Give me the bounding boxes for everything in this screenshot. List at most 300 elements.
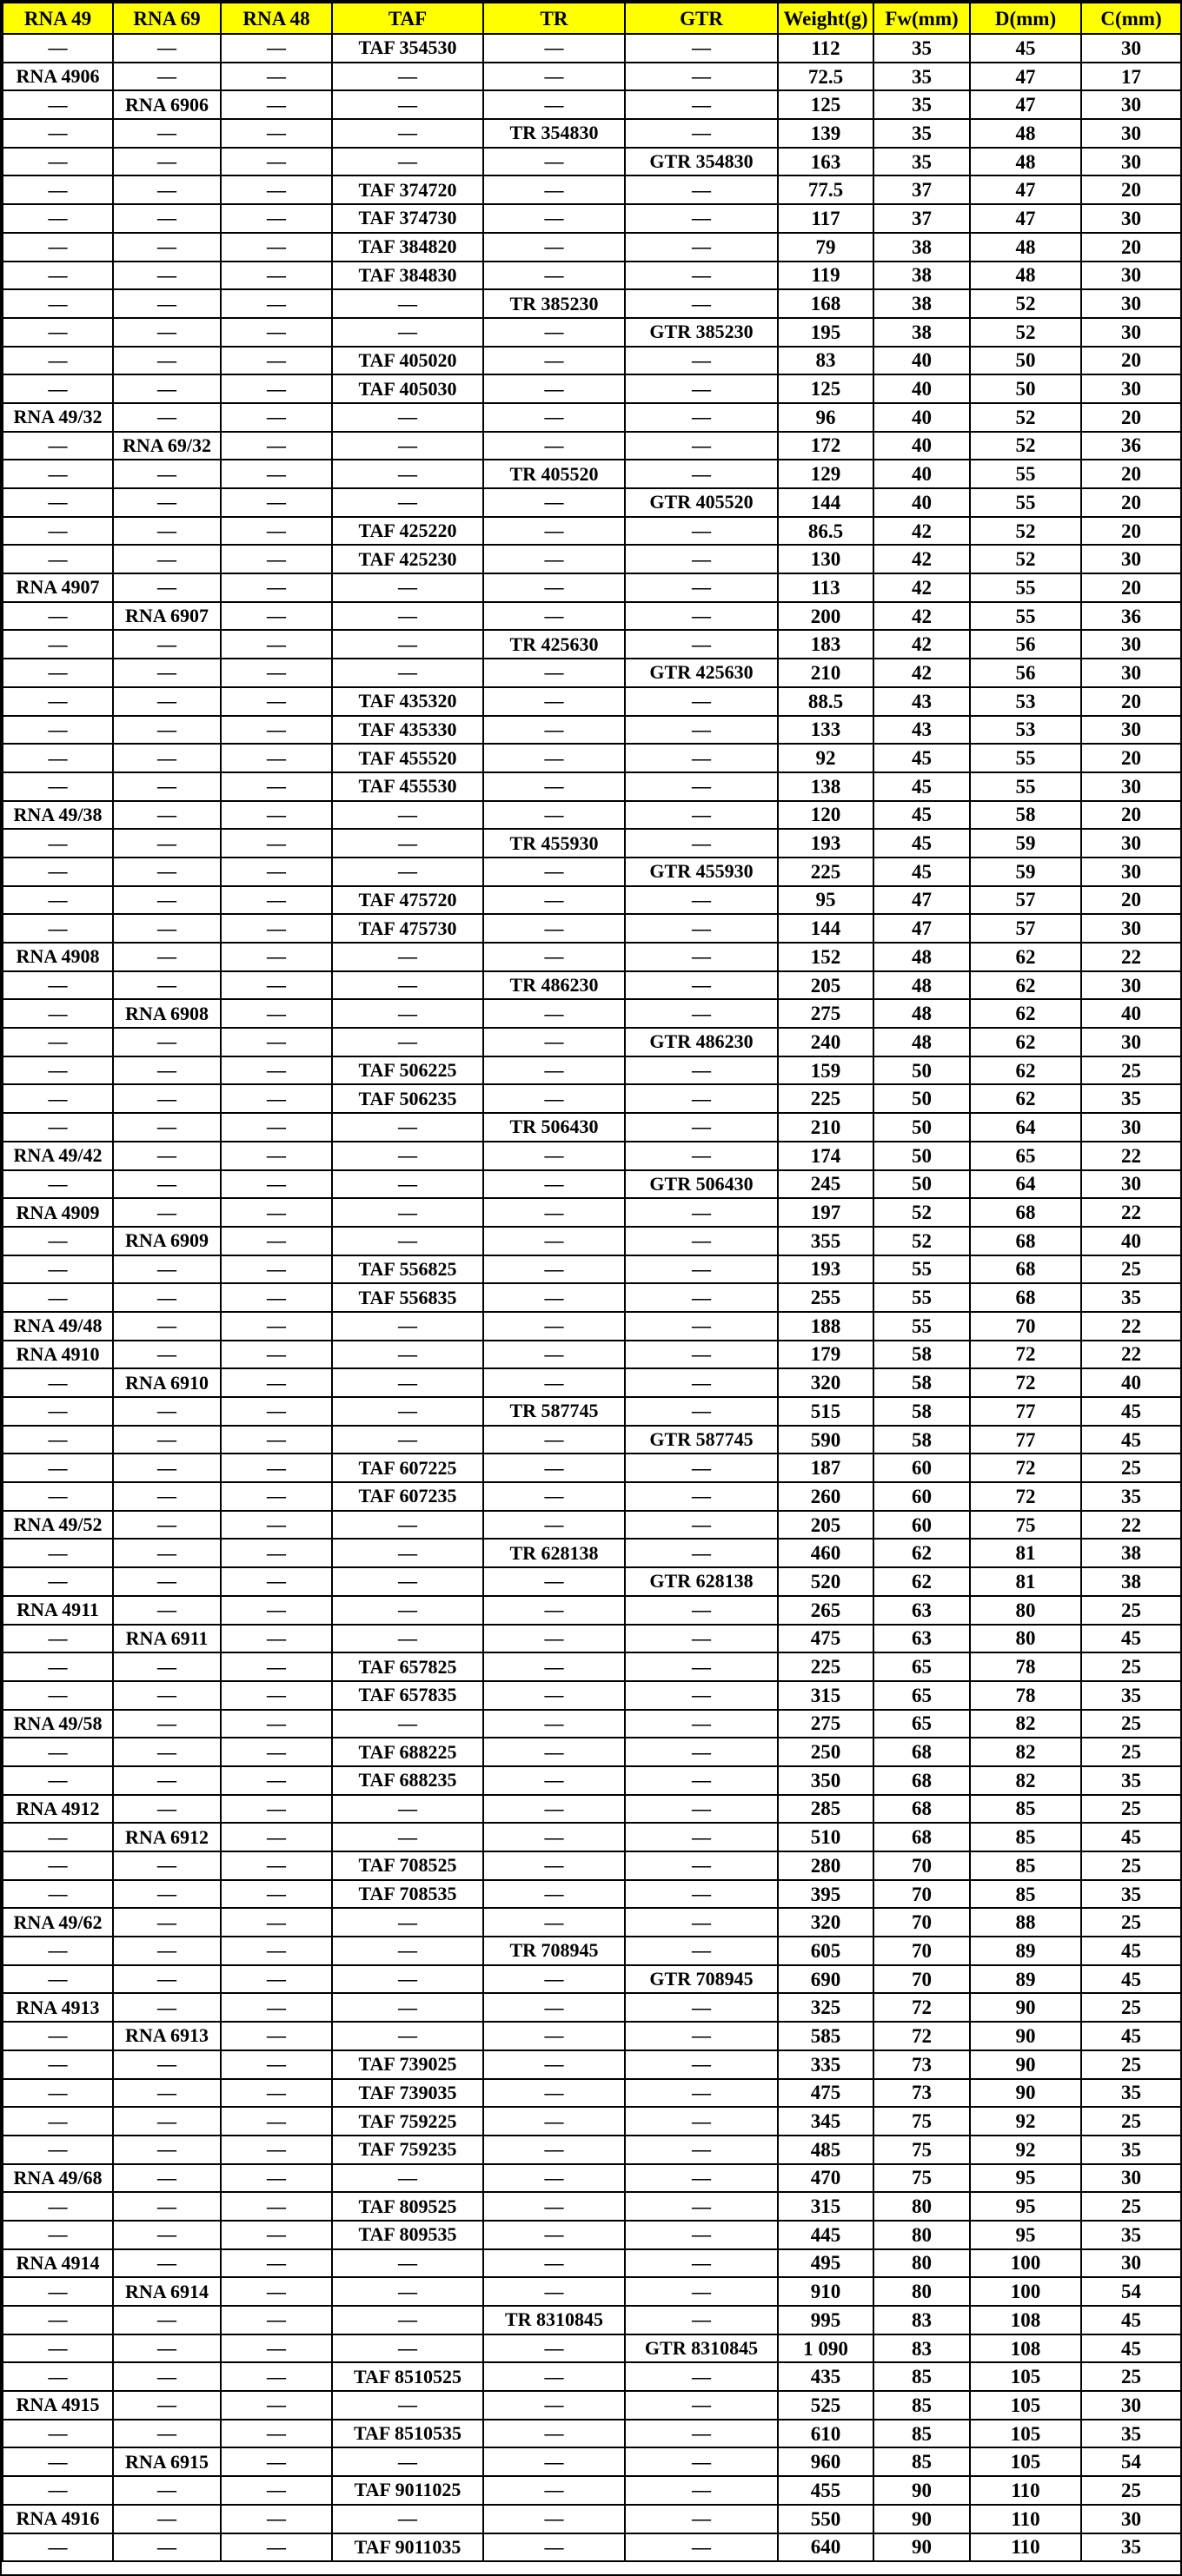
cell-rna49: RNA 4907	[3, 573, 113, 602]
cell-weight: 129	[778, 460, 873, 488]
cell-rna48: —	[221, 204, 332, 233]
cell-fw: 45	[873, 858, 970, 886]
cell-d: 47	[970, 63, 1081, 91]
cell-taf: TAF 384820	[332, 233, 483, 262]
cell-rna49: RNA 4914	[3, 2249, 113, 2278]
cell-gtr: —	[625, 2391, 778, 2420]
cell-rna48: —	[221, 488, 332, 517]
cell-rna49: RNA 4912	[3, 1795, 113, 1824]
cell-tr: TR 587745	[483, 1397, 625, 1426]
cell-gtr: —	[625, 2079, 778, 2108]
table-row	[3, 2079, 1181, 2108]
cell-taf: —	[332, 1227, 483, 1255]
table-row	[3, 1426, 1181, 1454]
cell-gtr: —	[625, 1851, 778, 1880]
cell-gtr: —	[625, 2107, 778, 2136]
cell-c: 36	[1081, 602, 1181, 631]
cell-rna49: —	[3, 1965, 113, 1994]
cell-taf: TAF 657825	[332, 1652, 483, 1681]
cell-rna48: —	[221, 2391, 332, 2420]
header-rna69: RNA 69	[113, 3, 221, 34]
cell-d: 48	[970, 262, 1081, 290]
cell-gtr: —	[625, 630, 778, 659]
cell-c: 25	[1081, 1056, 1181, 1085]
cell-fw: 68	[873, 1823, 970, 1851]
cell-gtr: —	[625, 233, 778, 262]
cell-weight: 510	[778, 1823, 873, 1851]
cell-rna48: —	[221, 2505, 332, 2533]
cell-c: 35	[1081, 2420, 1181, 2448]
cell-tr: —	[483, 1312, 625, 1341]
cell-weight: 125	[778, 374, 873, 403]
cell-d: 85	[970, 1795, 1081, 1824]
cell-fw: 43	[873, 716, 970, 745]
cell-rna48: —	[221, 744, 332, 772]
cell-rna69: —	[113, 347, 221, 375]
cell-tr: —	[483, 1567, 625, 1596]
cell-weight: 395	[778, 1880, 873, 1909]
table-row	[3, 1142, 1181, 1170]
cell-taf: TAF 455530	[332, 772, 483, 801]
cell-fw: 47	[873, 886, 970, 915]
cell-rna69: —	[113, 1908, 221, 1937]
cell-tr: —	[483, 517, 625, 546]
cell-tr: —	[483, 1625, 625, 1653]
cell-d: 90	[970, 2079, 1081, 2108]
cell-rna48: —	[221, 829, 332, 858]
cell-rna48: —	[221, 1426, 332, 1454]
table-row	[3, 1965, 1181, 1994]
cell-rna69: —	[113, 2164, 221, 2193]
cell-gtr: —	[625, 403, 778, 432]
cell-rna48: —	[221, 432, 332, 460]
cell-rna49: —	[3, 999, 113, 1028]
cell-fw: 58	[873, 1341, 970, 1369]
cell-c: 20	[1081, 886, 1181, 915]
cell-weight: 445	[778, 2221, 873, 2249]
cell-gtr: —	[625, 1795, 778, 1824]
cell-fw: 85	[873, 2420, 970, 2448]
cell-rna69: —	[113, 1397, 221, 1426]
cell-c: 45	[1081, 1397, 1181, 1426]
cell-tr: —	[483, 374, 625, 403]
cell-gtr: —	[625, 545, 778, 573]
table-row	[3, 2306, 1181, 2334]
cell-gtr: GTR 385230	[625, 318, 778, 347]
cell-tr: —	[483, 1710, 625, 1738]
cell-taf: TAF 607225	[332, 1454, 483, 1482]
cell-taf: —	[332, 1170, 483, 1199]
table-row	[3, 2192, 1181, 2221]
cell-rna48: —	[221, 2221, 332, 2249]
cell-fw: 80	[873, 2249, 970, 2278]
cell-tr: TR 628138	[483, 1539, 625, 1567]
cell-c: 20	[1081, 573, 1181, 602]
cell-c: 45	[1081, 1937, 1181, 1965]
cell-taf: —	[332, 1567, 483, 1596]
cell-tr: —	[483, 1880, 625, 1909]
cell-taf: TAF 475720	[332, 886, 483, 915]
cell-d: 62	[970, 1056, 1081, 1085]
cell-d: 68	[970, 1227, 1081, 1255]
cell-rna48: —	[221, 1681, 332, 1710]
cell-weight: 275	[778, 999, 873, 1028]
cell-tr: —	[483, 999, 625, 1028]
table-row	[3, 2249, 1181, 2278]
cell-rna48: —	[221, 772, 332, 801]
cell-rna48: —	[221, 1312, 332, 1341]
cell-d: 48	[970, 119, 1081, 148]
cell-rna49: —	[3, 90, 113, 119]
cell-rna48: —	[221, 403, 332, 432]
cell-tr: —	[483, 233, 625, 262]
cell-c: 38	[1081, 1539, 1181, 1567]
cell-weight: 210	[778, 659, 873, 687]
cell-c: 35	[1081, 1482, 1181, 1511]
table-row	[3, 374, 1181, 403]
cell-rna69: —	[113, 1198, 221, 1227]
cell-rna49: —	[3, 1283, 113, 1312]
cell-d: 89	[970, 1937, 1081, 1965]
cell-gtr: —	[625, 886, 778, 915]
cell-gtr: —	[625, 90, 778, 119]
cell-fw: 68	[873, 1795, 970, 1824]
cell-gtr: —	[625, 1539, 778, 1567]
cell-weight: 315	[778, 2192, 873, 2221]
cell-gtr: GTR 587745	[625, 1426, 778, 1454]
cell-weight: 130	[778, 545, 873, 573]
cell-gtr: GTR 708945	[625, 1965, 778, 1994]
cell-gtr: —	[625, 2505, 778, 2533]
cell-weight: 144	[778, 488, 873, 517]
cell-rna69: RNA 6915	[113, 2447, 221, 2476]
cell-weight: 265	[778, 1596, 873, 1625]
cell-tr: —	[483, 716, 625, 745]
cell-tr: —	[483, 801, 625, 830]
cell-rna49: —	[3, 1397, 113, 1426]
cell-fw: 35	[873, 148, 970, 176]
cell-d: 75	[970, 1511, 1081, 1540]
table-row	[3, 2136, 1181, 2164]
table-row	[3, 1227, 1181, 1255]
cell-weight: 112	[778, 34, 873, 63]
cell-rna48: —	[221, 262, 332, 290]
cell-c: 54	[1081, 2277, 1181, 2306]
cell-weight: 640	[778, 2533, 873, 2562]
cell-rna49: —	[3, 432, 113, 460]
cell-weight: 96	[778, 403, 873, 432]
cell-fw: 48	[873, 999, 970, 1028]
cell-weight: 585	[778, 2022, 873, 2050]
cell-fw: 37	[873, 204, 970, 233]
cell-gtr: —	[625, 1482, 778, 1511]
cell-fw: 48	[873, 943, 970, 971]
table-row	[3, 772, 1181, 801]
cell-taf: —	[332, 573, 483, 602]
cell-weight: 240	[778, 1028, 873, 1056]
cell-gtr: —	[625, 716, 778, 745]
cell-d: 55	[970, 488, 1081, 517]
table-row	[3, 858, 1181, 886]
cell-fw: 65	[873, 1710, 970, 1738]
cell-fw: 55	[873, 1283, 970, 1312]
cell-fw: 60	[873, 1482, 970, 1511]
table-row	[3, 2050, 1181, 2079]
cell-rna69: —	[113, 630, 221, 659]
cell-gtr: GTR 8310845	[625, 2334, 778, 2363]
cell-rna48: —	[221, 1937, 332, 1965]
cell-taf: —	[332, 2249, 483, 2278]
cell-rna48: —	[221, 2249, 332, 2278]
cell-rna48: —	[221, 1084, 332, 1113]
cell-d: 90	[970, 2022, 1081, 2050]
cell-rna69: RNA 6913	[113, 2022, 221, 2050]
cell-weight: 315	[778, 1681, 873, 1710]
cell-taf: TAF 475730	[332, 914, 483, 943]
cell-rna69: RNA 69/32	[113, 432, 221, 460]
table-row	[3, 744, 1181, 772]
cell-tr: —	[483, 2505, 625, 2533]
cell-c: 30	[1081, 262, 1181, 290]
cell-taf: —	[332, 1937, 483, 1965]
cell-weight: 460	[778, 1539, 873, 1567]
cell-rna48: —	[221, 1113, 332, 1142]
cell-c: 25	[1081, 2362, 1181, 2391]
cell-rna69: —	[113, 772, 221, 801]
cell-d: 62	[970, 999, 1081, 1028]
cell-rna49: —	[3, 1567, 113, 1596]
table-row	[3, 1596, 1181, 1625]
cell-gtr: —	[625, 2050, 778, 2079]
cell-gtr: —	[625, 687, 778, 716]
cell-rna69: —	[113, 1312, 221, 1341]
cell-rna49: RNA 4913	[3, 1993, 113, 2022]
cell-d: 50	[970, 374, 1081, 403]
cell-rna49: —	[3, 175, 113, 204]
table-row	[3, 659, 1181, 687]
cell-weight: 320	[778, 1368, 873, 1397]
cell-c: 30	[1081, 2164, 1181, 2193]
cell-rna49: —	[3, 2221, 113, 2249]
table-row	[3, 943, 1181, 971]
cell-rna48: —	[221, 2447, 332, 2476]
cell-taf: —	[332, 460, 483, 488]
cell-gtr: —	[625, 573, 778, 602]
cell-taf: TAF 435320	[332, 687, 483, 716]
table-row	[3, 517, 1181, 546]
cell-rna49: —	[3, 347, 113, 375]
cell-d: 110	[970, 2476, 1081, 2505]
cell-taf: —	[332, 1198, 483, 1227]
cell-rna48: —	[221, 2192, 332, 2221]
table-row	[3, 1283, 1181, 1312]
cell-rna69: —	[113, 2362, 221, 2391]
table-row	[3, 1823, 1181, 1851]
cell-tr: —	[483, 90, 625, 119]
cell-gtr: —	[625, 1198, 778, 1227]
cell-rna48: —	[221, 2050, 332, 2079]
cell-fw: 40	[873, 347, 970, 375]
cell-rna69: —	[113, 744, 221, 772]
cell-taf: TAF 759225	[332, 2107, 483, 2136]
cell-rna48: —	[221, 971, 332, 1000]
table-row	[3, 119, 1181, 148]
cell-rna49: —	[3, 289, 113, 318]
cell-rna48: —	[221, 1397, 332, 1426]
cell-tr: —	[483, 2221, 625, 2249]
cell-d: 56	[970, 659, 1081, 687]
table-row	[3, 1539, 1181, 1567]
cell-rna49: —	[3, 2334, 113, 2363]
cell-rna48: —	[221, 1142, 332, 1170]
cell-d: 108	[970, 2306, 1081, 2334]
cell-rna49: —	[3, 2447, 113, 2476]
cell-rna48: —	[221, 1823, 332, 1851]
cell-tr: —	[483, 2249, 625, 2278]
cell-weight: 550	[778, 2505, 873, 2533]
cell-d: 82	[970, 1766, 1081, 1795]
cell-weight: 88.5	[778, 687, 873, 716]
table-row	[3, 2505, 1181, 2533]
cell-rna69: —	[113, 2050, 221, 2079]
cell-c: 20	[1081, 517, 1181, 546]
table-row	[3, 403, 1181, 432]
cell-rna49: —	[3, 2533, 113, 2562]
cell-gtr: —	[625, 2249, 778, 2278]
cell-weight: 350	[778, 1766, 873, 1795]
cell-d: 47	[970, 90, 1081, 119]
cell-rna48: —	[221, 289, 332, 318]
cell-tr: —	[483, 1965, 625, 1994]
cell-weight: 345	[778, 2107, 873, 2136]
cell-d: 53	[970, 716, 1081, 745]
cell-d: 52	[970, 432, 1081, 460]
cell-rna48: —	[221, 1993, 332, 2022]
cell-weight: 320	[778, 1908, 873, 1937]
cell-d: 105	[970, 2362, 1081, 2391]
cell-d: 57	[970, 914, 1081, 943]
cell-rna69: —	[113, 2334, 221, 2363]
cell-tr: —	[483, 1426, 625, 1454]
table-row	[3, 1937, 1181, 1965]
cell-c: 20	[1081, 233, 1181, 262]
cell-rna48: —	[221, 1056, 332, 1085]
cell-gtr: —	[625, 2362, 778, 2391]
cell-fw: 83	[873, 2306, 970, 2334]
cell-rna48: —	[221, 2164, 332, 2193]
cell-c: 54	[1081, 2447, 1181, 2476]
cell-rna49: —	[3, 2362, 113, 2391]
cell-gtr: —	[625, 971, 778, 1000]
cell-tr: —	[483, 914, 625, 943]
cell-taf: —	[332, 432, 483, 460]
cell-rna69: —	[113, 545, 221, 573]
cell-rna69: —	[113, 1965, 221, 1994]
cell-gtr: —	[625, 801, 778, 830]
cell-rna49: —	[3, 1426, 113, 1454]
cell-fw: 42	[873, 602, 970, 631]
cell-rna69: —	[113, 573, 221, 602]
table-row	[3, 204, 1181, 233]
cell-gtr: —	[625, 1084, 778, 1113]
cell-rna49: —	[3, 2050, 113, 2079]
cell-rna48: —	[221, 1511, 332, 1540]
cell-gtr: —	[625, 2022, 778, 2050]
cell-rna48: —	[221, 1341, 332, 1369]
cell-tr: —	[483, 858, 625, 886]
cell-rna48: —	[221, 148, 332, 176]
cell-fw: 40	[873, 460, 970, 488]
cell-rna49: —	[3, 630, 113, 659]
cell-c: 20	[1081, 347, 1181, 375]
cell-d: 78	[970, 1681, 1081, 1710]
cell-fw: 48	[873, 1028, 970, 1056]
cell-tr: —	[483, 545, 625, 573]
cell-fw: 75	[873, 2107, 970, 2136]
table-row	[3, 1625, 1181, 1653]
cell-c: 35	[1081, 2221, 1181, 2249]
table-row	[3, 1341, 1181, 1369]
cell-gtr: —	[625, 1368, 778, 1397]
cell-taf: —	[332, 119, 483, 148]
cell-rna49: —	[3, 1681, 113, 1710]
cell-tr: —	[483, 2050, 625, 2079]
cell-rna48: —	[221, 1596, 332, 1625]
table-row	[3, 1084, 1181, 1113]
cell-rna69: —	[113, 1652, 221, 1681]
cell-gtr: —	[625, 347, 778, 375]
cell-gtr: —	[625, 2136, 778, 2164]
cell-weight: 455	[778, 2476, 873, 2505]
cell-tr: —	[483, 403, 625, 432]
cell-taf: —	[332, 1795, 483, 1824]
table-row	[3, 90, 1181, 119]
cell-d: 62	[970, 1028, 1081, 1056]
cell-rna48: —	[221, 1625, 332, 1653]
cell-rna48: —	[221, 1795, 332, 1824]
cell-c: 30	[1081, 289, 1181, 318]
cell-weight: 255	[778, 1283, 873, 1312]
cell-c: 35	[1081, 1084, 1181, 1113]
cell-c: 35	[1081, 1283, 1181, 1312]
cell-taf: —	[332, 2022, 483, 2050]
cell-taf: —	[332, 2277, 483, 2306]
cell-taf: —	[332, 943, 483, 971]
cell-tr: —	[483, 943, 625, 971]
table-row	[3, 347, 1181, 375]
cell-c: 20	[1081, 744, 1181, 772]
cell-tr: TR 385230	[483, 289, 625, 318]
cell-gtr: —	[625, 1766, 778, 1795]
cell-weight: 470	[778, 2164, 873, 2193]
table-row	[3, 1113, 1181, 1142]
cell-c: 30	[1081, 1028, 1181, 1056]
cell-rna48: —	[221, 2107, 332, 2136]
cell-rna49: —	[3, 1823, 113, 1851]
cell-weight: 225	[778, 1084, 873, 1113]
cell-rna69: —	[113, 829, 221, 858]
cell-gtr: —	[625, 2476, 778, 2505]
cell-d: 70	[970, 1312, 1081, 1341]
cell-tr: —	[483, 2476, 625, 2505]
cell-tr: —	[483, 1084, 625, 1113]
table-row	[3, 1993, 1181, 2022]
cell-tr: —	[483, 1795, 625, 1824]
cell-rna69: —	[113, 971, 221, 1000]
cell-taf: —	[332, 1965, 483, 1994]
cell-rna48: —	[221, 1539, 332, 1567]
cell-rna49: —	[3, 1084, 113, 1113]
